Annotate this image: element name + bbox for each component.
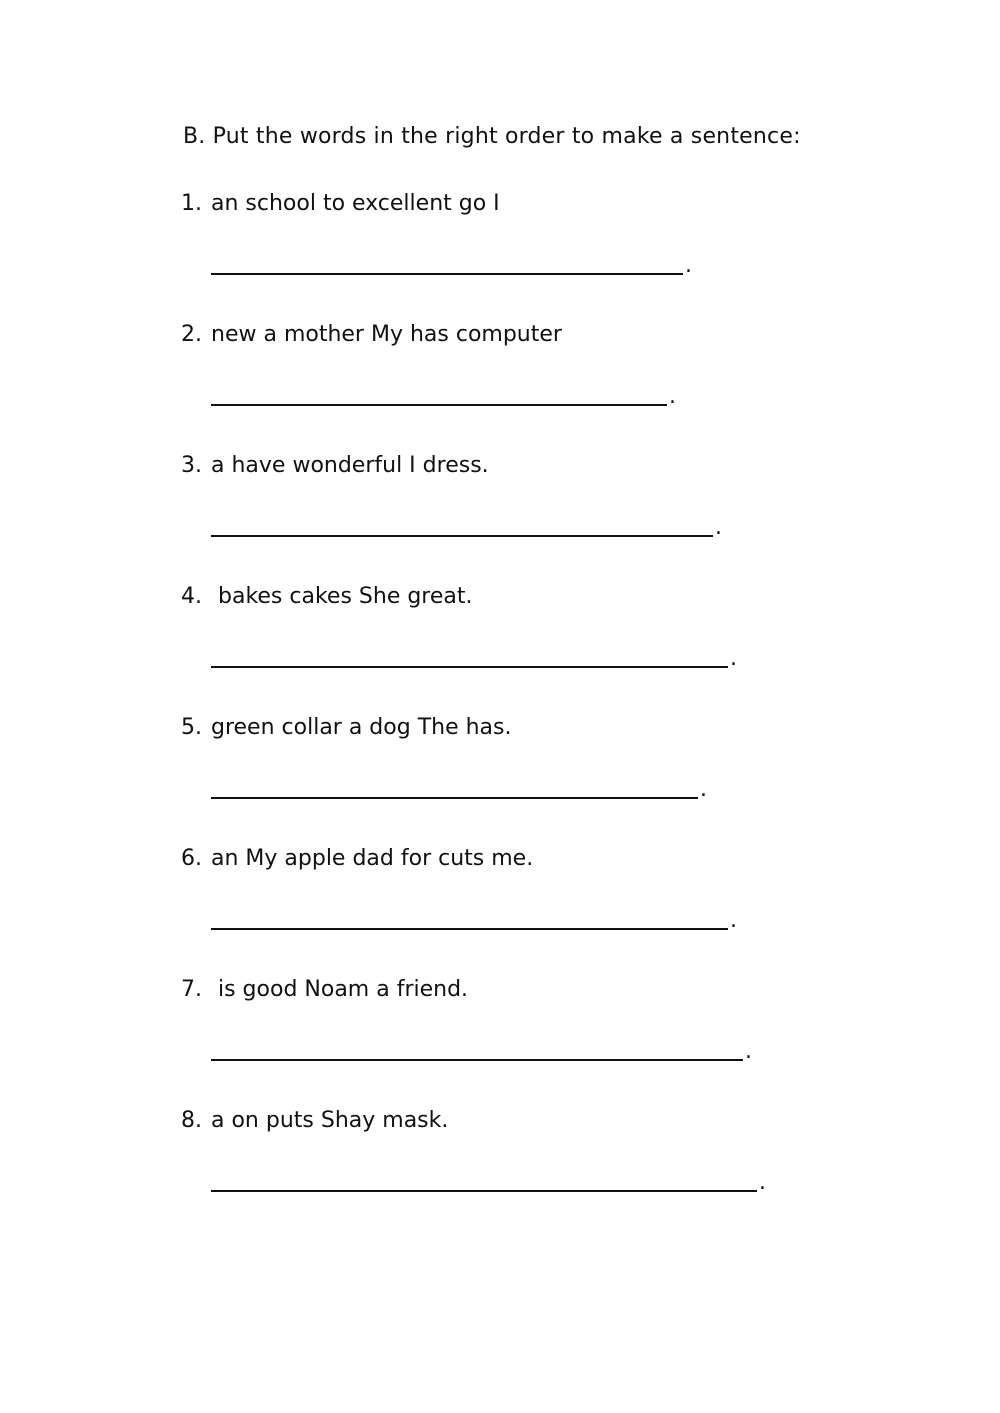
scrambled-words: a have wonderful I dress. [211, 453, 489, 478]
answer-blank[interactable] [211, 505, 722, 540]
item-number: 8. [181, 1108, 202, 1133]
exercise-item [181, 322, 821, 432]
item-number: 3. [181, 453, 202, 478]
scrambled-words: an school to excellent go I [211, 191, 500, 216]
item-number: 5. [181, 715, 202, 740]
exercise-item [181, 1108, 821, 1218]
answer-line[interactable] [211, 507, 713, 537]
answer-period: . [759, 1170, 766, 1195]
item-number: 1. [181, 191, 202, 216]
answer-blank[interactable] [211, 636, 737, 671]
scrambled-words: an My apple dad for cuts me. [211, 846, 534, 871]
answer-blank[interactable] [211, 898, 737, 933]
scrambled-words: is good Noam a friend. [211, 977, 469, 1002]
answer-period: . [730, 646, 737, 671]
exercise-item [181, 715, 821, 825]
exercise-item [181, 453, 821, 563]
answer-line[interactable] [211, 769, 698, 799]
answer-period: . [669, 384, 676, 409]
answer-line[interactable] [211, 900, 728, 930]
answer-blank[interactable] [211, 374, 676, 409]
item-number: 6. [181, 846, 202, 871]
scrambled-words: a on puts Shay mask. [211, 1108, 449, 1133]
answer-period: . [730, 908, 737, 933]
worksheet-instructions: B. Put the words in the right order to make a sentence: [183, 124, 801, 149]
exercise-item [181, 191, 821, 301]
answer-period: . [700, 777, 707, 802]
answer-blank[interactable] [211, 1160, 766, 1195]
exercise-item [181, 584, 821, 694]
answer-line[interactable] [211, 245, 683, 275]
answer-period: . [685, 253, 692, 278]
exercise-item [181, 977, 821, 1087]
answer-period: . [745, 1039, 752, 1064]
answer-line[interactable] [211, 376, 667, 406]
answer-line[interactable] [211, 1162, 757, 1192]
item-number: 7. [181, 977, 202, 1002]
scrambled-words: green collar a dog The has. [211, 715, 512, 740]
scrambled-words: new a mother My has computer [211, 322, 562, 347]
scrambled-words: bakes cakes She great. [211, 584, 473, 609]
exercise-item [181, 846, 821, 956]
item-number: 2. [181, 322, 202, 347]
answer-blank[interactable] [211, 1029, 752, 1064]
answer-blank[interactable] [211, 767, 707, 802]
answer-line[interactable] [211, 638, 728, 668]
answer-blank[interactable] [211, 243, 692, 278]
answer-period: . [715, 515, 722, 540]
answer-line[interactable] [211, 1031, 743, 1061]
item-number: 4. [181, 584, 202, 609]
